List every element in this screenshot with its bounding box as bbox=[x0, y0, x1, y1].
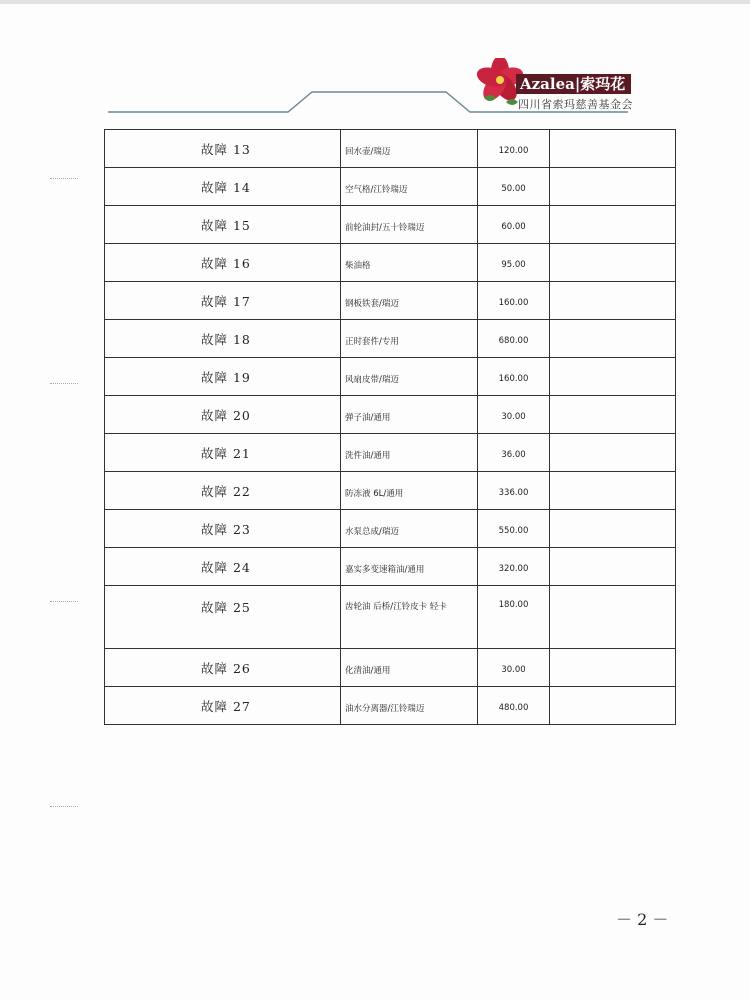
table-row bbox=[105, 244, 676, 282]
remarks-cell bbox=[550, 510, 676, 548]
part-description-cell: 钢板铁套/瑞迈 bbox=[341, 282, 478, 320]
table-row bbox=[105, 510, 676, 548]
part-description-cell: 回水壶/瑞迈 bbox=[341, 130, 478, 168]
part-description-cell: 正时套件/专用 bbox=[341, 320, 478, 358]
remarks-cell bbox=[550, 320, 676, 358]
logo-brand-text: Azalea|索玛花 bbox=[516, 74, 631, 94]
part-description-cell: 洗件油/通用 bbox=[341, 434, 478, 472]
margin-mark bbox=[50, 383, 78, 385]
table-row bbox=[105, 130, 676, 168]
table-row bbox=[105, 548, 676, 586]
remarks-cell bbox=[550, 244, 676, 282]
logo-subtitle: 四川省索玛慈善基金会 bbox=[518, 98, 633, 111]
part-description-cell: 油水分离器/江铃瑞迈 bbox=[341, 687, 478, 725]
fault-name-cell: 故障 20 bbox=[105, 396, 341, 434]
remarks-cell bbox=[550, 130, 676, 168]
fault-name-cell: 故障 13 bbox=[105, 130, 341, 168]
table-body bbox=[105, 130, 676, 725]
price-cell: 480.00 bbox=[478, 687, 550, 725]
remarks-cell bbox=[550, 687, 676, 725]
price-cell: 160.00 bbox=[478, 282, 550, 320]
table-row bbox=[105, 320, 676, 358]
table-row bbox=[105, 649, 676, 687]
remarks-cell bbox=[550, 548, 676, 586]
price-cell: 30.00 bbox=[478, 396, 550, 434]
fault-name-cell: 故障 26 bbox=[105, 649, 341, 687]
price-cell: 160.00 bbox=[478, 358, 550, 396]
remarks-cell bbox=[550, 358, 676, 396]
part-description-cell: 化清油/通用 bbox=[341, 649, 478, 687]
margin-mark bbox=[50, 806, 78, 808]
fault-name-cell: 故障 21 bbox=[105, 434, 341, 472]
part-description-cell: 弹子油/通用 bbox=[341, 396, 478, 434]
table-row bbox=[105, 168, 676, 206]
remarks-cell bbox=[550, 282, 676, 320]
page-number: － 2 － bbox=[616, 910, 669, 929]
part-description-cell: 风扇皮带/瑞迈 bbox=[341, 358, 478, 396]
fault-name-cell: 故障 16 bbox=[105, 244, 341, 282]
price-cell: 60.00 bbox=[478, 206, 550, 244]
price-cell: 36.00 bbox=[478, 434, 550, 472]
azalea-logo bbox=[476, 58, 636, 110]
price-cell: 680.00 bbox=[478, 320, 550, 358]
part-description-cell: 嘉实多变速箱油/通用 bbox=[341, 548, 478, 586]
remarks-cell bbox=[550, 168, 676, 206]
price-cell: 180.00 bbox=[478, 586, 550, 649]
remarks-cell bbox=[550, 649, 676, 687]
price-cell: 336.00 bbox=[478, 472, 550, 510]
part-description-cell: 水泵总成/瑞迈 bbox=[341, 510, 478, 548]
table-row bbox=[105, 434, 676, 472]
fault-name-cell: 故障 15 bbox=[105, 206, 341, 244]
table-row bbox=[105, 586, 676, 649]
price-cell: 120.00 bbox=[478, 130, 550, 168]
remarks-cell bbox=[550, 206, 676, 244]
part-description-cell: 柴油格 bbox=[341, 244, 478, 282]
margin-mark bbox=[50, 178, 78, 180]
remarks-cell bbox=[550, 396, 676, 434]
part-description-cell: 防冻液 6L/通用 bbox=[341, 472, 478, 510]
fault-name-cell: 故障 27 bbox=[105, 687, 341, 725]
remarks-cell bbox=[550, 586, 676, 649]
fault-name-cell: 故障 24 bbox=[105, 548, 341, 586]
fault-name-cell: 故障 18 bbox=[105, 320, 341, 358]
parts-cost-table bbox=[104, 129, 675, 725]
table-row bbox=[105, 206, 676, 244]
table-row bbox=[105, 282, 676, 320]
fault-name-cell: 故障 19 bbox=[105, 358, 341, 396]
margin-mark bbox=[50, 601, 78, 603]
part-description-cell: 前轮油封/五十铃瑞迈 bbox=[341, 206, 478, 244]
fault-name-cell: 故障 25 bbox=[105, 586, 341, 649]
header-decorative-line bbox=[0, 0, 750, 130]
price-cell: 50.00 bbox=[478, 168, 550, 206]
table-row bbox=[105, 472, 676, 510]
fault-name-cell: 故障 22 bbox=[105, 472, 341, 510]
table-row bbox=[105, 396, 676, 434]
price-cell: 95.00 bbox=[478, 244, 550, 282]
fault-name-cell: 故障 14 bbox=[105, 168, 341, 206]
table-row bbox=[105, 358, 676, 396]
table-row bbox=[105, 687, 676, 725]
remarks-cell bbox=[550, 434, 676, 472]
remarks-cell bbox=[550, 472, 676, 510]
price-cell: 550.00 bbox=[478, 510, 550, 548]
part-description-cell: 齿轮油 后桥/江铃皮卡 轻卡 bbox=[341, 586, 478, 649]
part-description-cell: 空气格/江铃瑞迈 bbox=[341, 168, 478, 206]
price-cell: 30.00 bbox=[478, 649, 550, 687]
fault-name-cell: 故障 17 bbox=[105, 282, 341, 320]
price-cell: 320.00 bbox=[478, 548, 550, 586]
fault-name-cell: 故障 23 bbox=[105, 510, 341, 548]
